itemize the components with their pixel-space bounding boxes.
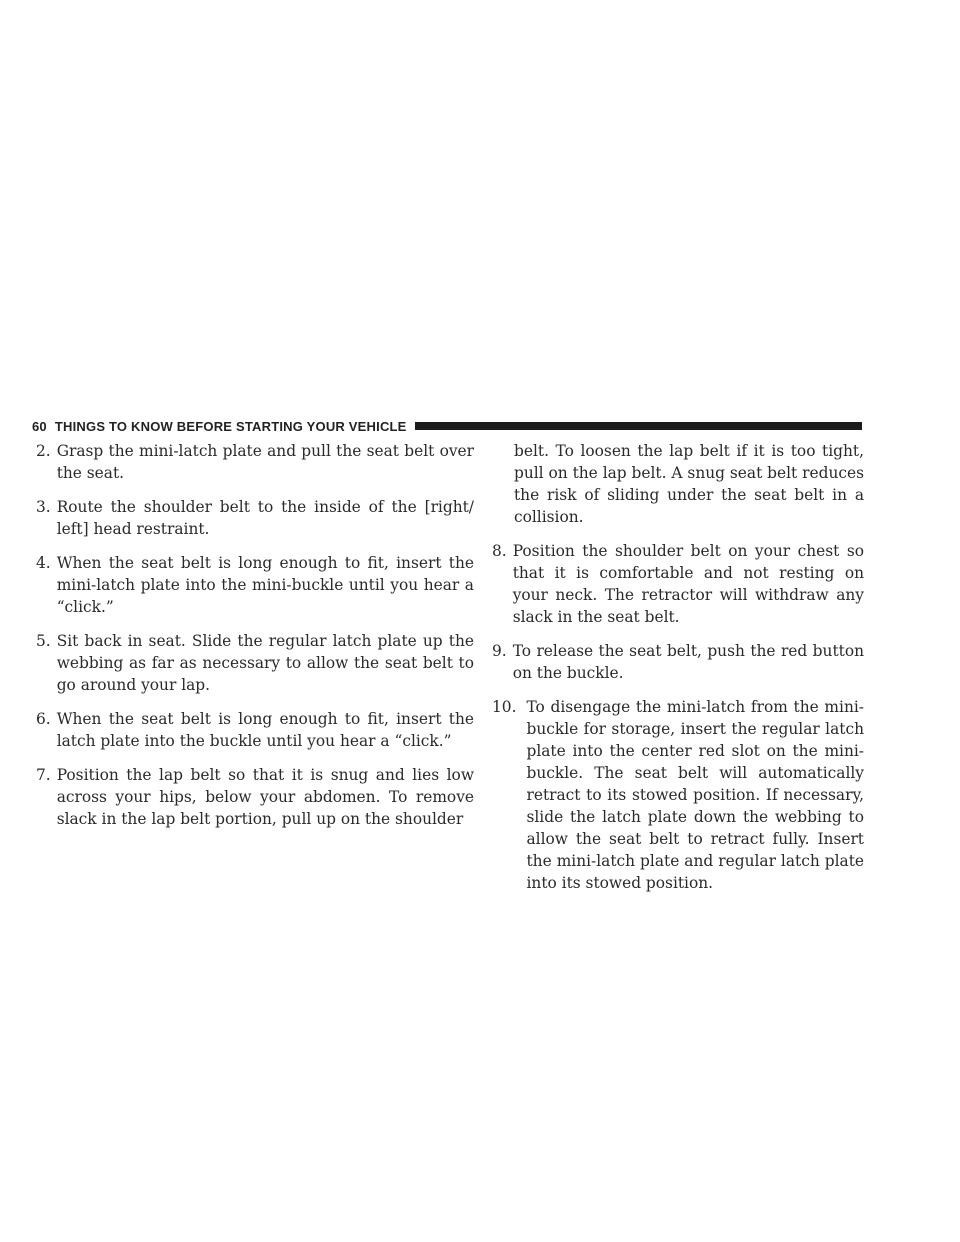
list-item xyxy=(36,552,474,618)
item-number: 10. xyxy=(492,698,517,716)
item-text: When the seat belt is long enough to fit, insert the mini-latch plate into the mini-buckle until you hear a “click.” xyxy=(56,554,474,616)
continued-paragraph: belt. To loosen the lap belt if it is too tight, pull on the lap belt. A snug seat belt reduces the risk of sliding under the seat belt in a collision. xyxy=(514,442,864,526)
left-column xyxy=(36,440,474,842)
item-number: 3. xyxy=(36,498,51,516)
item-text: When the seat belt is long enough to fit, insert the latch plate into the buckle until you hear a “click.” xyxy=(56,710,474,750)
right-column xyxy=(492,440,864,906)
header-rule xyxy=(415,422,862,430)
list-item xyxy=(492,696,864,894)
item-text: Position the shoulder belt on your chest so that it is comfortable and not resting on your neck. The retractor will withdraw any slack in the seat belt. xyxy=(512,542,864,626)
item-text: Grasp the mini-latch plate and pull the seat belt over the seat. xyxy=(56,442,474,482)
item-text: To disengage the mini-latch from the mini-buckle for storage, insert the regular latch plate into the center red slot on the mini-buckle. The seat belt will automatically retract to its stowed position. If necessary, slide the latch plate down the webbing to allow the seat belt to retract fully. Insert the mini-latch plate and regular latch plate into its stowed position. xyxy=(526,698,864,892)
item-text: Position the lap belt so that it is snug and lies low across your hips, below your abdomen. To remove slack in the lap belt portion, pull up on the shoulder xyxy=(56,766,474,828)
list-item xyxy=(36,496,474,540)
item-text: To release the seat belt, push the red button on the buckle. xyxy=(512,642,864,682)
list-item xyxy=(492,640,864,684)
item-number: 2. xyxy=(36,442,51,460)
page-number: 60 xyxy=(32,418,47,434)
list-item xyxy=(36,630,474,696)
list-item xyxy=(492,540,864,628)
list-item xyxy=(36,708,474,752)
list-item xyxy=(36,764,474,830)
page-header xyxy=(32,418,862,434)
item-text: Route the shoulder belt to the inside of the [right/ left] head restraint. xyxy=(56,498,474,538)
item-number: 6. xyxy=(36,710,51,728)
list-item xyxy=(36,440,474,484)
item-number: 9. xyxy=(492,642,507,660)
item-number: 5. xyxy=(36,632,51,650)
item-number: 8. xyxy=(492,542,507,560)
item-number: 4. xyxy=(36,554,51,572)
section-title: THINGS TO KNOW BEFORE STARTING YOUR VEHICLE xyxy=(54,418,407,434)
item-number: 7. xyxy=(36,766,51,784)
item-text: Sit back in seat. Slide the regular latch plate up the webbing as far as necessary to allow the seat belt to go around your lap. xyxy=(56,632,474,694)
